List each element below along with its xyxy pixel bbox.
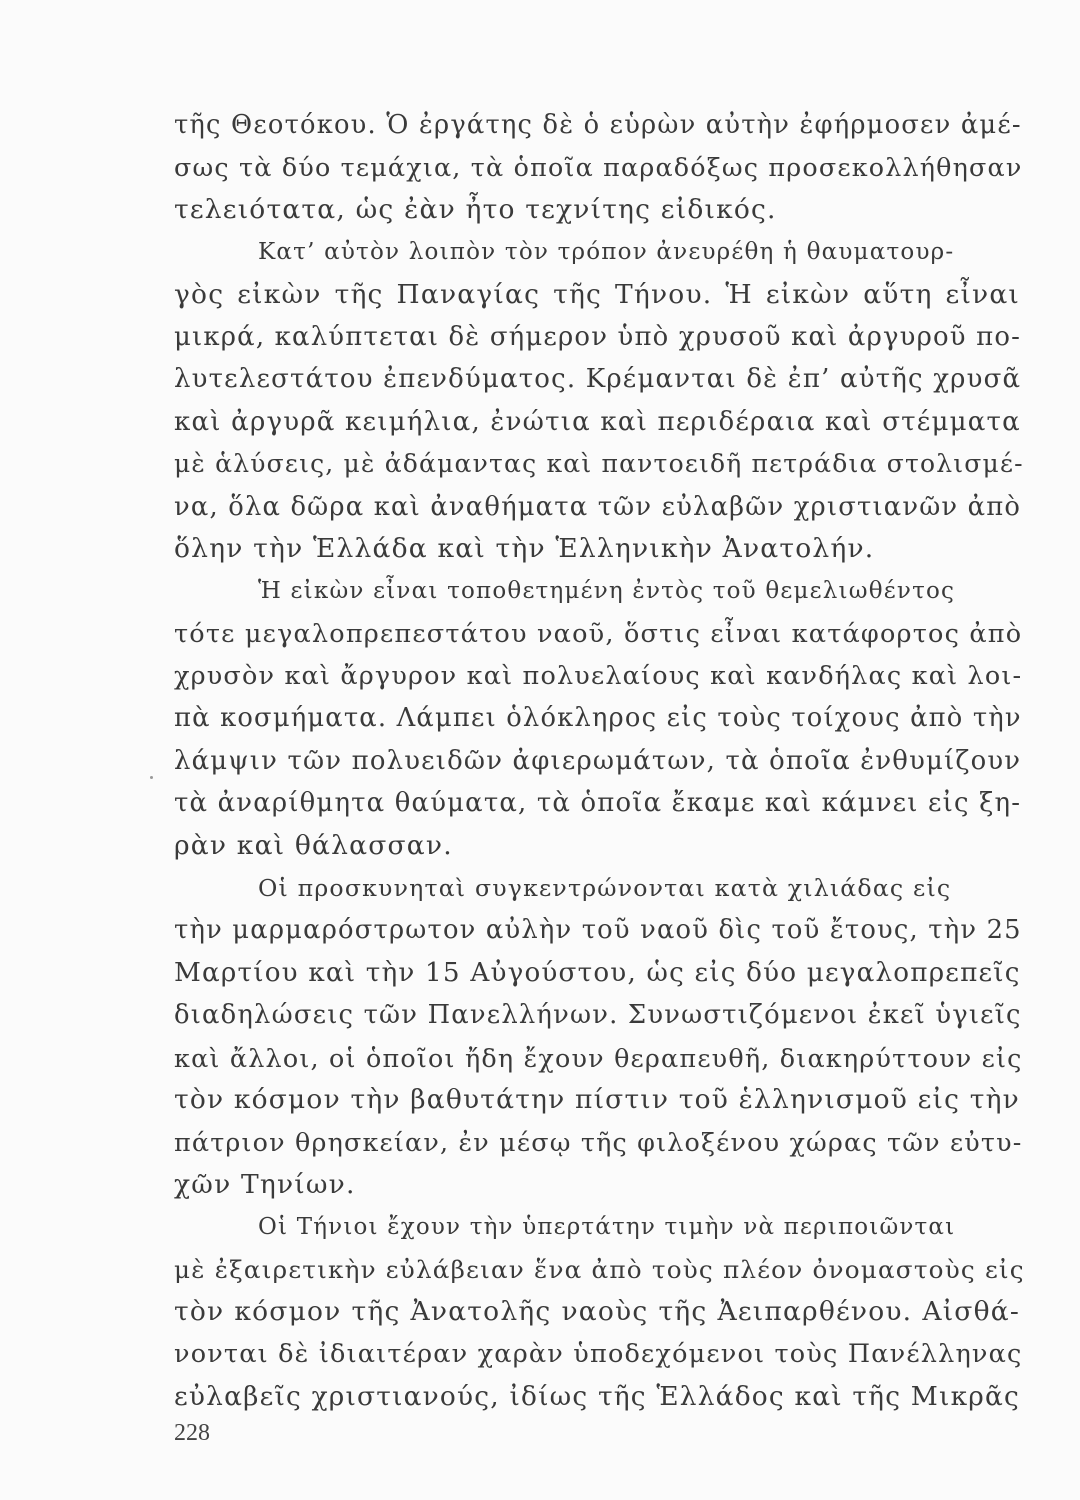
text-line: νονται δὲ ἰδιαιτέραν χαρὰν ὑποδεχόμενοι τοὺς Πανέλληνας bbox=[174, 1339, 1023, 1370]
text-line: λυτελεστάτου ἐπενδύματος. Κρέμανται δὲ ἐπ’ αὐτῆς χρυσᾶ bbox=[174, 364, 1022, 395]
text-line: ὅλην τὴν Ἑλλάδα καὶ τὴν Ἑλληνικὴν Ἀνατολήν. bbox=[174, 532, 875, 564]
paragraph-start-line: Κατ’ αὐτὸν λοιπὸν τὸν τρόπον ἀνευρέθη ἡ θαυματουρ- bbox=[258, 239, 955, 266]
text-line: πάτριον θρησκείαν, ἐν μέσῳ τῆς φιλοξένου χώρας τῶν εὐτυ- bbox=[174, 1127, 1023, 1158]
text-line: καὶ ἄλλοι, οἱ ὁποῖοι ἤδη ἔχουν θεραπευθῆ, διακηρύττουν εἰς bbox=[174, 1042, 1023, 1073]
text-line: τελειότατα, ὡς ἐὰν ἦτο τεχνίτης εἰδικός. bbox=[174, 193, 777, 225]
text-line: διαδηλώσεις τῶν Πανελλήνων. Συνωστιζόμενοι ἐκεῖ ὑγιεῖς bbox=[174, 1000, 1022, 1031]
text-line: χῶν Τηνίων. bbox=[174, 1168, 356, 1200]
text-line: μὲ ἐξαιρετικὴν εὐλάβειαν ἕνα ἀπὸ τοὺς πλέον ὀνομαστοὺς εἰς bbox=[174, 1254, 1025, 1284]
paragraph-start-line: Ἡ εἰκὼν εἶναι τοποθετημένη ἐντὸς τοῦ θεμελιωθέντος bbox=[258, 578, 956, 605]
text-line: καὶ ἀργυρᾶ κειμήλια, ἐνώτια καὶ περιδέραια καὶ στέμματα bbox=[174, 406, 1021, 437]
text-line: μικρά, καλύπτεται δὲ σήμερον ὑπὸ χρυσοῦ καὶ ἀργυροῦ πο- bbox=[174, 321, 1022, 352]
text-line: τότε μεγαλοπρεπεστάτου ναοῦ, ὅστις εἶναι κατάφορτος ἀπὸ bbox=[174, 618, 1023, 649]
paragraph-start-line: Οἱ προσκυνηταὶ συγκεντρώνονται κατὰ χιλιάδας εἰς bbox=[258, 874, 952, 903]
text-line: τὰ ἀναρίθμητα θαύματα, τὰ ὁποῖα ἔκαμε καὶ κάμνει εἰς ξη- bbox=[174, 788, 1022, 819]
text-line: Μαρτίου καὶ τὴν 15 Αὐγούστου, ὡς εἰς δύο μεγαλοπρεπεῖς bbox=[174, 957, 1021, 988]
text-line: τὴν μαρμαρόστρωτον αὐλὴν τοῦ ναοῦ δὶς τοῦ ἔτους, τὴν 25 bbox=[174, 915, 1022, 946]
text-line: τῆς Θεοτόκου. Ὁ ἐργάτης δὲ ὁ εὑρὼν αὐτὴν ἐφήρμοσεν ἀμέ- bbox=[174, 110, 1022, 140]
text-line: γὸς εἰκὼν τῆς Παναγίας τῆς Τήνου. Ἡ εἰκὼν αὕτη εἶναι bbox=[174, 278, 1021, 310]
text-line: μὲ ἁλύσεις, μὲ ἀδάμαντας καὶ παντοειδῆ πετράδια στολισμέ- bbox=[174, 449, 1024, 479]
text-line: να, ὅλα δῶρα καὶ ἀναθήματα τῶν εὐλαβῶν χριστιανῶν ἀπὸ bbox=[174, 491, 1022, 522]
margin-speck bbox=[150, 776, 153, 779]
paragraph-start-line: Οἱ Τήνιοι ἔχουν τὴν ὑπερτάτην τιμὴν νὰ περιποιῶνται bbox=[258, 1214, 956, 1241]
text-line: ρὰν καὶ θάλασσαν. bbox=[174, 829, 453, 861]
text-line: πὰ κοσμήματα. Λάμπει ὁλόκληρος εἰς τοὺς τοίχους ἀπὸ τὴν bbox=[174, 703, 1022, 734]
text-line: εὐλαβεῖς χριστιανούς, ἰδίως τῆς Ἑλλάδος καὶ τῆς Μικρᾶς bbox=[174, 1380, 1021, 1412]
page-number: 228 bbox=[174, 1420, 210, 1446]
text-line: τὸν κόσμον τὴν βαθυτάτην πίστιν τοῦ ἑλληνισμοῦ εἰς τὴν bbox=[174, 1083, 1020, 1115]
body-text bbox=[174, 104, 1025, 1418]
text-line: τὸν κόσμον τῆς Ἀνατολῆς ναοὺς τῆς Ἀειπαρθένου. Αἰσθά- bbox=[174, 1295, 1020, 1327]
text-line: σως τὰ δύο τεμάχια, τὰ ὁποῖα παραδόξως προσεκολλήθησαν bbox=[174, 152, 1023, 183]
text-line: χρυσὸν καὶ ἄργυρον καὶ πολυελαίους καὶ κανδήλας καὶ λοι- bbox=[174, 661, 1023, 692]
text-line: λάμψιν τῶν πολυειδῶν ἀφιερωμάτων, τὰ ὁποῖα ἐνθυμίζουν bbox=[174, 745, 1022, 776]
